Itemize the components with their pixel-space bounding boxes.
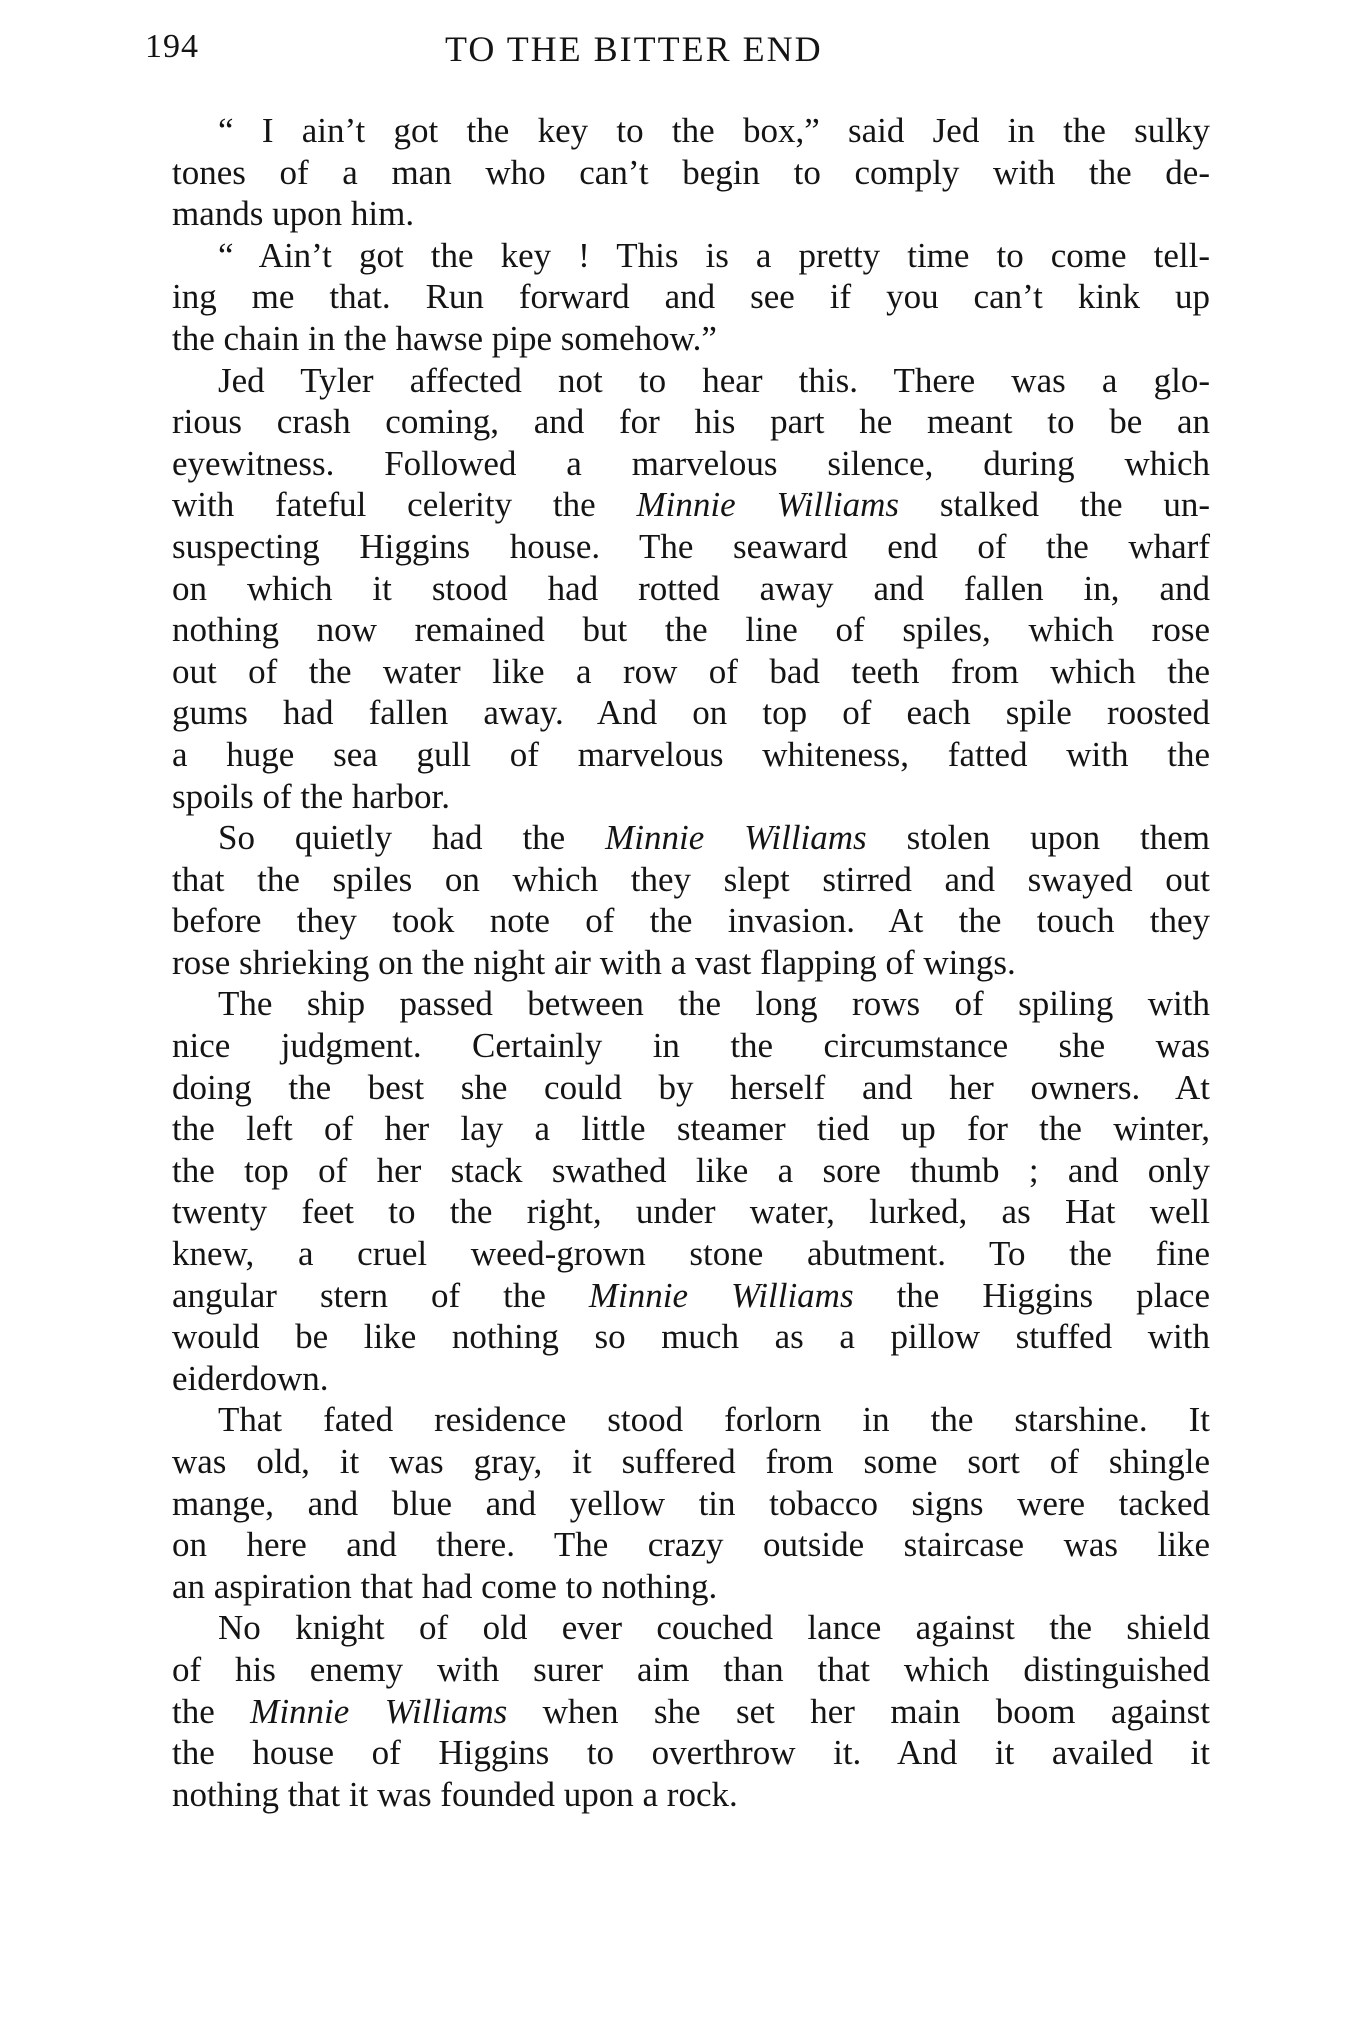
running-title: TO THE BITTER END <box>445 29 823 69</box>
text-line <box>172 1524 1210 1566</box>
text-run: with fateful celerity the <box>172 485 637 525</box>
text-run: out of the water like a row of bad teeth from which the <box>172 651 1210 691</box>
text-line <box>172 734 1210 776</box>
text-line <box>172 318 1210 360</box>
text-run: the top of her stack swathed like a sore thumb ; and only <box>172 1150 1210 1190</box>
text-line <box>172 110 1210 152</box>
paragraph <box>172 360 1210 818</box>
text-line <box>172 859 1210 901</box>
text-line <box>172 484 1210 526</box>
text-run: of his enemy with surer aim than that which distinguished <box>172 1649 1210 1689</box>
text-line <box>172 1607 1210 1649</box>
text-line <box>172 152 1210 194</box>
paragraph <box>172 110 1210 235</box>
text-run: on here and there. The crazy outside staircase was like <box>172 1525 1210 1565</box>
text-line <box>172 1483 1210 1525</box>
text-line <box>172 1067 1210 1109</box>
text-run: angular stern of the <box>172 1275 589 1315</box>
text-run: tones of a man who can’t begin to comply with the de- <box>172 152 1210 192</box>
text-run: nice judgment. Certainly in the circumstance she was <box>172 1026 1210 1066</box>
text-run: was old, it was gray, it suffered from some sort of shingle <box>172 1442 1210 1481</box>
text-run: Jed Tyler affected not to hear this. There was a glo- <box>218 360 1210 400</box>
text-run: on which it stood had rotted away and fallen in, and <box>172 568 1210 608</box>
text-line <box>172 900 1210 942</box>
text-line <box>172 443 1210 485</box>
text-run: nothing that it was founded upon a rock. <box>172 1774 738 1814</box>
text-run: stolen upon them <box>866 818 1211 858</box>
italic-text: Minnie Williams <box>605 818 867 858</box>
body-text <box>172 110 1210 1815</box>
text-run: mands upon him. <box>172 194 415 234</box>
text-run: ing me that. Run forward and see if you can’t kink up <box>172 277 1210 317</box>
text-line <box>172 1399 1210 1441</box>
text-line <box>172 1649 1210 1691</box>
text-line <box>172 609 1210 651</box>
page-header <box>145 28 1225 80</box>
text-run: The ship passed between the long rows of spiling with <box>218 984 1210 1024</box>
text-line <box>172 983 1210 1025</box>
text-line <box>172 526 1210 568</box>
text-run: knew, a cruel weed-grown stone abutment. To the fine <box>172 1234 1210 1274</box>
text-run: “ I ain’t got the key to the box,” said Jed in the sulky <box>218 111 1210 150</box>
text-run: an aspiration that had come to nothing. <box>172 1566 718 1606</box>
text-line <box>172 651 1210 693</box>
text-line <box>172 401 1210 443</box>
text-line <box>172 193 1210 235</box>
text-run: the Higgins place <box>853 1275 1210 1315</box>
text-run: rose shrieking on the night air with a vast flapping of wings. <box>172 942 1016 982</box>
text-line <box>172 942 1210 984</box>
text-line <box>172 776 1210 818</box>
page-number: 194 <box>145 28 199 65</box>
text-line <box>172 1774 1210 1816</box>
text-line <box>172 360 1210 402</box>
text-line <box>172 276 1210 318</box>
text-run: “ Ain’t got the key ! This is a pretty time to come tell- <box>218 235 1210 275</box>
paragraph <box>172 817 1210 983</box>
text-run: before they took note of the invasion. At the touch they <box>172 901 1210 941</box>
text-run: that the spiles on which they slept stirred and swayed out <box>172 859 1210 899</box>
italic-text: Minnie Williams <box>588 1275 854 1315</box>
text-line <box>172 1566 1210 1608</box>
text-line <box>172 817 1210 859</box>
text-run: a huge sea gull of marvelous whiteness, fatted with the <box>172 734 1210 774</box>
text-line <box>172 1025 1210 1067</box>
text-run: mange, and blue and yellow tin tobacco signs were tacked <box>172 1483 1210 1523</box>
text-run: suspecting Higgins house. The seaward end of the wharf <box>172 526 1210 566</box>
text-run: the chain in the hawse pipe somehow.” <box>172 318 717 358</box>
text-line <box>172 1732 1210 1774</box>
text-line <box>172 235 1210 277</box>
text-run: the left of her lay a little steamer tied up for the winter, <box>172 1109 1210 1149</box>
text-line <box>172 1441 1210 1483</box>
text-line <box>172 1191 1210 1233</box>
text-line <box>172 1108 1210 1150</box>
italic-text: Minnie Williams <box>636 485 899 525</box>
paragraph <box>172 235 1210 360</box>
text-line <box>172 568 1210 610</box>
paragraph <box>172 983 1210 1399</box>
text-line <box>172 1691 1210 1733</box>
text-run: nothing now remained but the line of spiles, which rose <box>172 610 1210 650</box>
text-line <box>172 1233 1210 1275</box>
text-run: the <box>172 1691 251 1731</box>
text-run: the house of Higgins to overthrow it. And it availed it <box>172 1733 1210 1773</box>
text-run: rious crash coming, and for his part he meant to be an <box>172 402 1210 442</box>
text-run: when she set her main boom against <box>507 1691 1210 1731</box>
text-run: stalked the un- <box>899 485 1211 525</box>
text-run: twenty feet to the right, under water, lurked, as Hat well <box>172 1192 1210 1232</box>
text-run: eyewitness. Followed a marvelous silence, during which <box>172 443 1210 483</box>
text-line <box>172 692 1210 734</box>
text-line <box>172 1150 1210 1192</box>
text-run: So quietly had the <box>218 818 606 858</box>
text-run: eiderdown. <box>172 1358 329 1398</box>
text-line <box>172 1316 1210 1358</box>
text-run: That fated residence stood forlorn in the starshine. It <box>218 1400 1210 1440</box>
paragraph <box>172 1399 1210 1607</box>
text-run: would be like nothing so much as a pillow stuffed with <box>172 1317 1210 1357</box>
text-line <box>172 1275 1210 1317</box>
text-run: doing the best she could by herself and her owners. At <box>172 1067 1210 1107</box>
text-run: spoils of the harbor. <box>172 776 451 816</box>
text-line <box>172 1358 1210 1400</box>
text-run: gums had fallen away. And on top of each spile roosted <box>172 693 1210 733</box>
paragraph <box>172 1607 1210 1815</box>
text-run: No knight of old ever couched lance against the shield <box>218 1608 1210 1648</box>
italic-text: Minnie Williams <box>250 1691 508 1731</box>
